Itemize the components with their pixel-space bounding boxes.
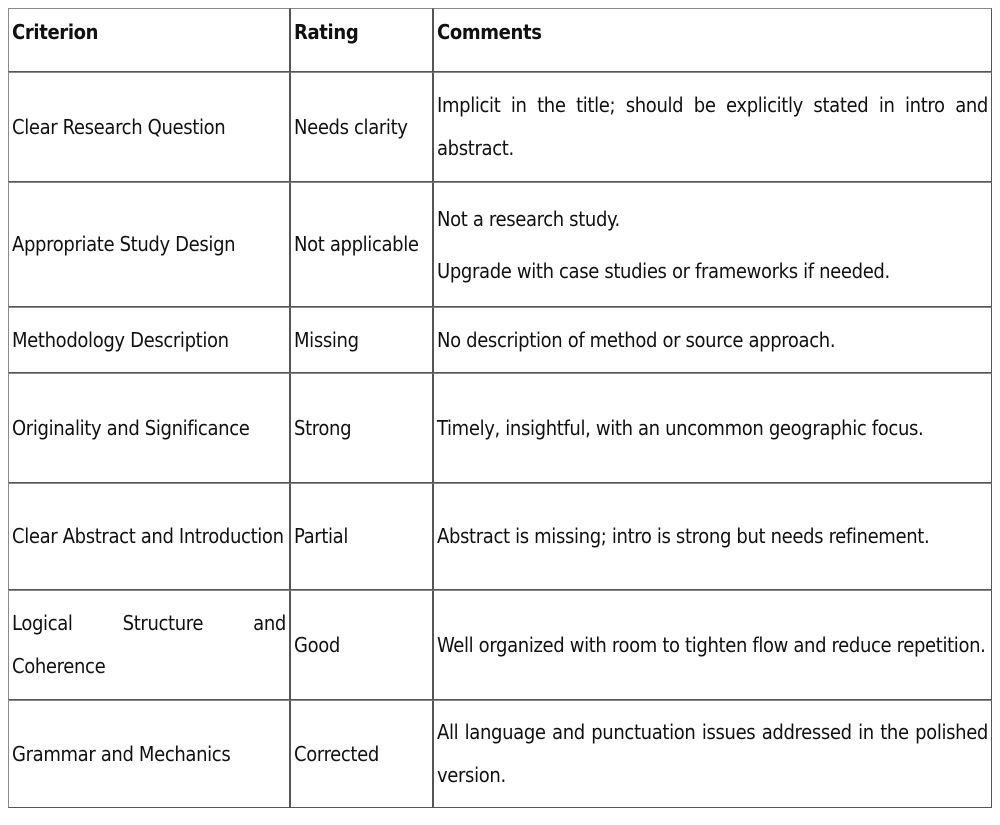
table-row xyxy=(8,182,992,307)
comments-cell xyxy=(433,590,992,700)
criterion-cell: Originality and Significance xyxy=(8,373,290,483)
comments-cell xyxy=(433,72,992,182)
comment-text: Timely, insightful, with an uncommon geographic focus. xyxy=(437,415,924,440)
table-row xyxy=(8,72,992,182)
criterion-cell: Methodology Description xyxy=(8,307,290,373)
comments-cell xyxy=(433,307,992,373)
rating-cell: Partial xyxy=(290,483,433,590)
comment-text: Upgrade with case studies or frameworks if needed. xyxy=(437,258,890,283)
rating-cell: Good xyxy=(290,590,433,700)
criterion-cell: Grammar and Mechanics xyxy=(8,700,290,808)
table-row xyxy=(8,373,992,483)
comment-text: Not a research study. xyxy=(437,206,620,231)
comment-text: All language and punctuation issues addressed in the polished version. xyxy=(437,720,988,787)
comment-text: No description of method or source approach. xyxy=(437,327,836,352)
header-criterion: Criterion xyxy=(8,8,290,72)
table-row xyxy=(8,590,992,700)
criterion-cell: Logical Structure and Coherence xyxy=(8,590,290,700)
comment-text: Well organized with room to tighten flow and reduce repetition. xyxy=(437,632,986,657)
comments-cell xyxy=(433,182,992,307)
table-row xyxy=(8,483,992,590)
comments-cell xyxy=(433,373,992,483)
table-row xyxy=(8,700,992,808)
rating-cell: Not applicable xyxy=(290,182,433,307)
rating-cell: Corrected xyxy=(290,700,433,808)
table-header-row xyxy=(8,8,992,72)
rating-cell: Needs clarity xyxy=(290,72,433,182)
criterion-cell: Clear Research Question xyxy=(8,72,290,182)
table-row xyxy=(8,307,992,373)
header-rating: Rating xyxy=(290,8,433,72)
review-criteria-table xyxy=(8,8,992,808)
comments-cell xyxy=(433,700,992,808)
rating-cell: Missing xyxy=(290,307,433,373)
comments-cell xyxy=(433,483,992,590)
criterion-cell: Clear Abstract and Introduction xyxy=(8,483,290,590)
rating-cell: Strong xyxy=(290,373,433,483)
header-comments: Comments xyxy=(433,8,992,72)
criterion-cell: Appropriate Study Design xyxy=(8,182,290,307)
comment-text: Abstract is missing; intro is strong but needs refinement. xyxy=(437,524,930,548)
comment-text: Implicit in the title; should be explicitly stated in intro and abstract. xyxy=(437,93,988,160)
